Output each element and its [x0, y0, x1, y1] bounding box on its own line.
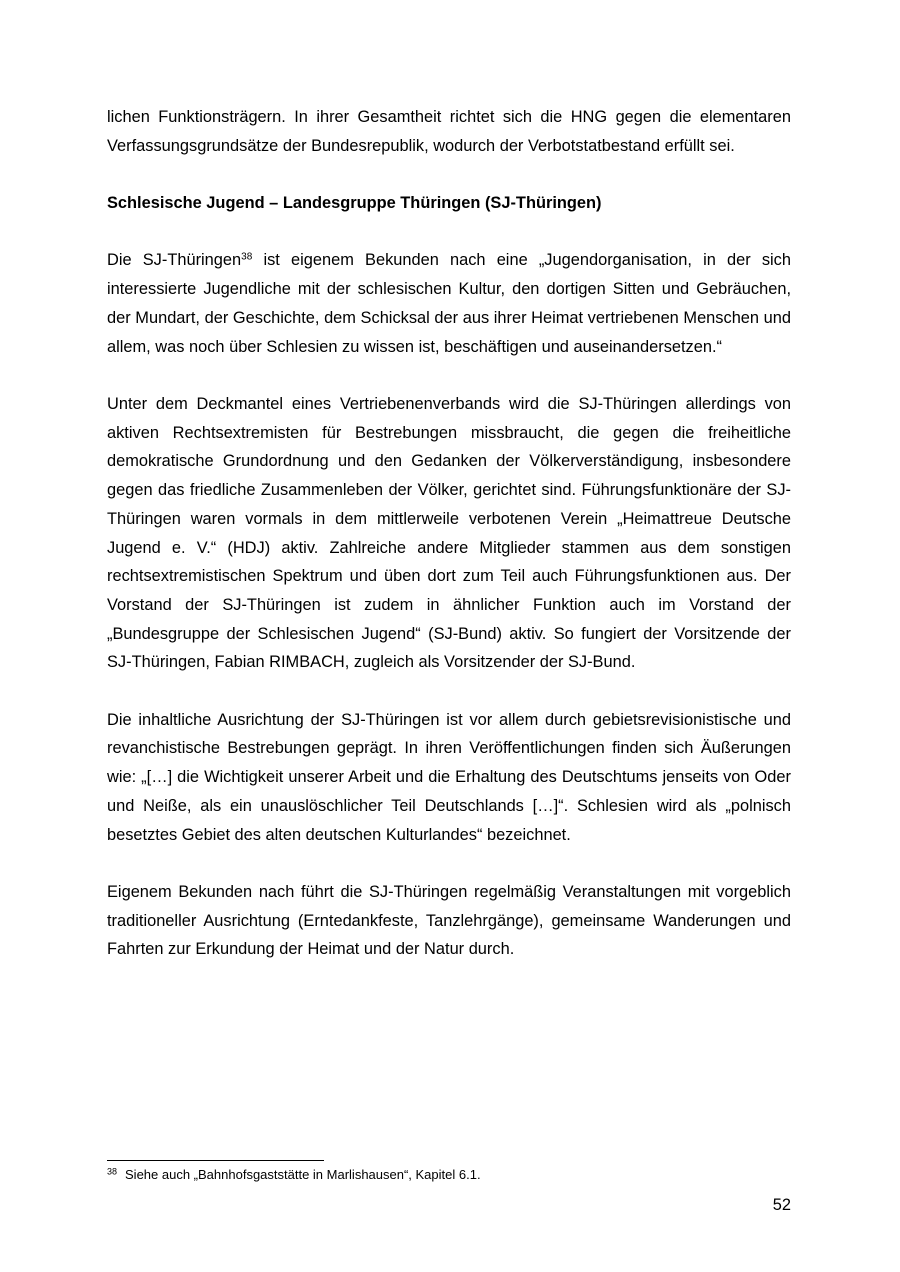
footnote — [107, 1166, 791, 1184]
paragraph-sj-quote: ist eigenem Bekunden nach eine „Jugendorganisation, in der sich interessierte Jugendliche mit der schlesischen Kultur, den dortigen Sitten und Gebräuchen, der Mundart, der Geschichte, dem Schicksal der aus ihrer Heimat vertriebenen Menschen und allem, was noch über Schlesien zu wissen ist, beschäftigen und auseinandersetzen.“ — [107, 251, 791, 356]
paragraph-sj-extremists: Unter dem Deckmantel eines Vertriebenenverbands wird die SJ-Thüringen allerdings von aktiven Rechtsextremisten für Bestrebungen missbraucht, die gegen die freiheitliche demokratische Grundordnung und den Gedanken der Völkerverständigung, insbesondere gegen das friedliche Zusammenleben der Völker, gerichtet sind. Führungsfunktionäre der SJ-Thüringen waren vormals in dem mittlerweile verbotenen Verein „Heimattreue Deutsche Jugend e. V.“ (HDJ) aktiv. Zahlreiche andere Mitglieder stammen aus dem sonstigen rechtsextremistischen Spektrum und üben dort zum Teil auch Führungsfunktionen aus. Der Vorstand der SJ-Thüringen ist zudem in ähnlicher Funktion auch im Vorstand der „Bundesgruppe der Schlesischen Jugend“ (SJ-Bund) aktiv. So fungiert der Vorsitzende der SJ-Thüringen, Fabian RIMBACH, zugleich als Vorsitzender der SJ-Bund. — [107, 394, 791, 672]
page-number: 52 — [772, 1196, 791, 1214]
footnote-separator — [107, 1160, 324, 1161]
section-heading: Schlesische Jugend – Landesgruppe Thüringen (SJ-Thüringen) — [107, 194, 602, 213]
page-body — [107, 103, 791, 964]
footnote-text: Siehe auch „Bahnhofsgaststätte in Marlishausen“, Kapitel 6.1. — [125, 1167, 481, 1182]
paragraph-hng-conclusion: lichen Funktionsträgern. In ihrer Gesamtheit richtet sich die HNG gegen die elementaren Verfassungsgrundsätze der Bundesrepublik, wodurch der Verbotstatbestand erfüllt sei. — [107, 108, 791, 155]
paragraph-sj-orientation: Die inhaltliche Ausrichtung der SJ-Thüringen ist vor allem durch gebietsrevisionistische und revanchistische Bestrebungen geprägt. In ihren Veröffentlichungen finden sich Äußerungen wie: „[…] die Wichtigkeit unserer Arbeit und die Erhaltung des Deutschtums jenseits von Oder und Neiße, als ein unauslöschlicher Teil Deutschlands […]“. Schlesien wird als „polnisch besetztes Gebiet des alten deutschen Kulturlandes“ bezeichnet. — [107, 710, 791, 844]
paragraph-sj-activities: Eigenem Bekunden nach führt die SJ-Thüringen regelmäßig Veranstaltungen mit vorgeblich traditioneller Ausrichtung (Erntedankfeste, Tanzlehrgänge), gemeinsame Wanderungen und Fahrten zur Erkundung der Heimat und der Natur durch. — [107, 882, 791, 959]
footnote-reference[interactable]: 38 — [241, 251, 253, 263]
footnote-number: 38 — [107, 1166, 118, 1177]
paragraph-sj-self-description — [107, 246, 791, 361]
paragraph-sj-lead: Die SJ-Thüringen — [107, 251, 242, 270]
